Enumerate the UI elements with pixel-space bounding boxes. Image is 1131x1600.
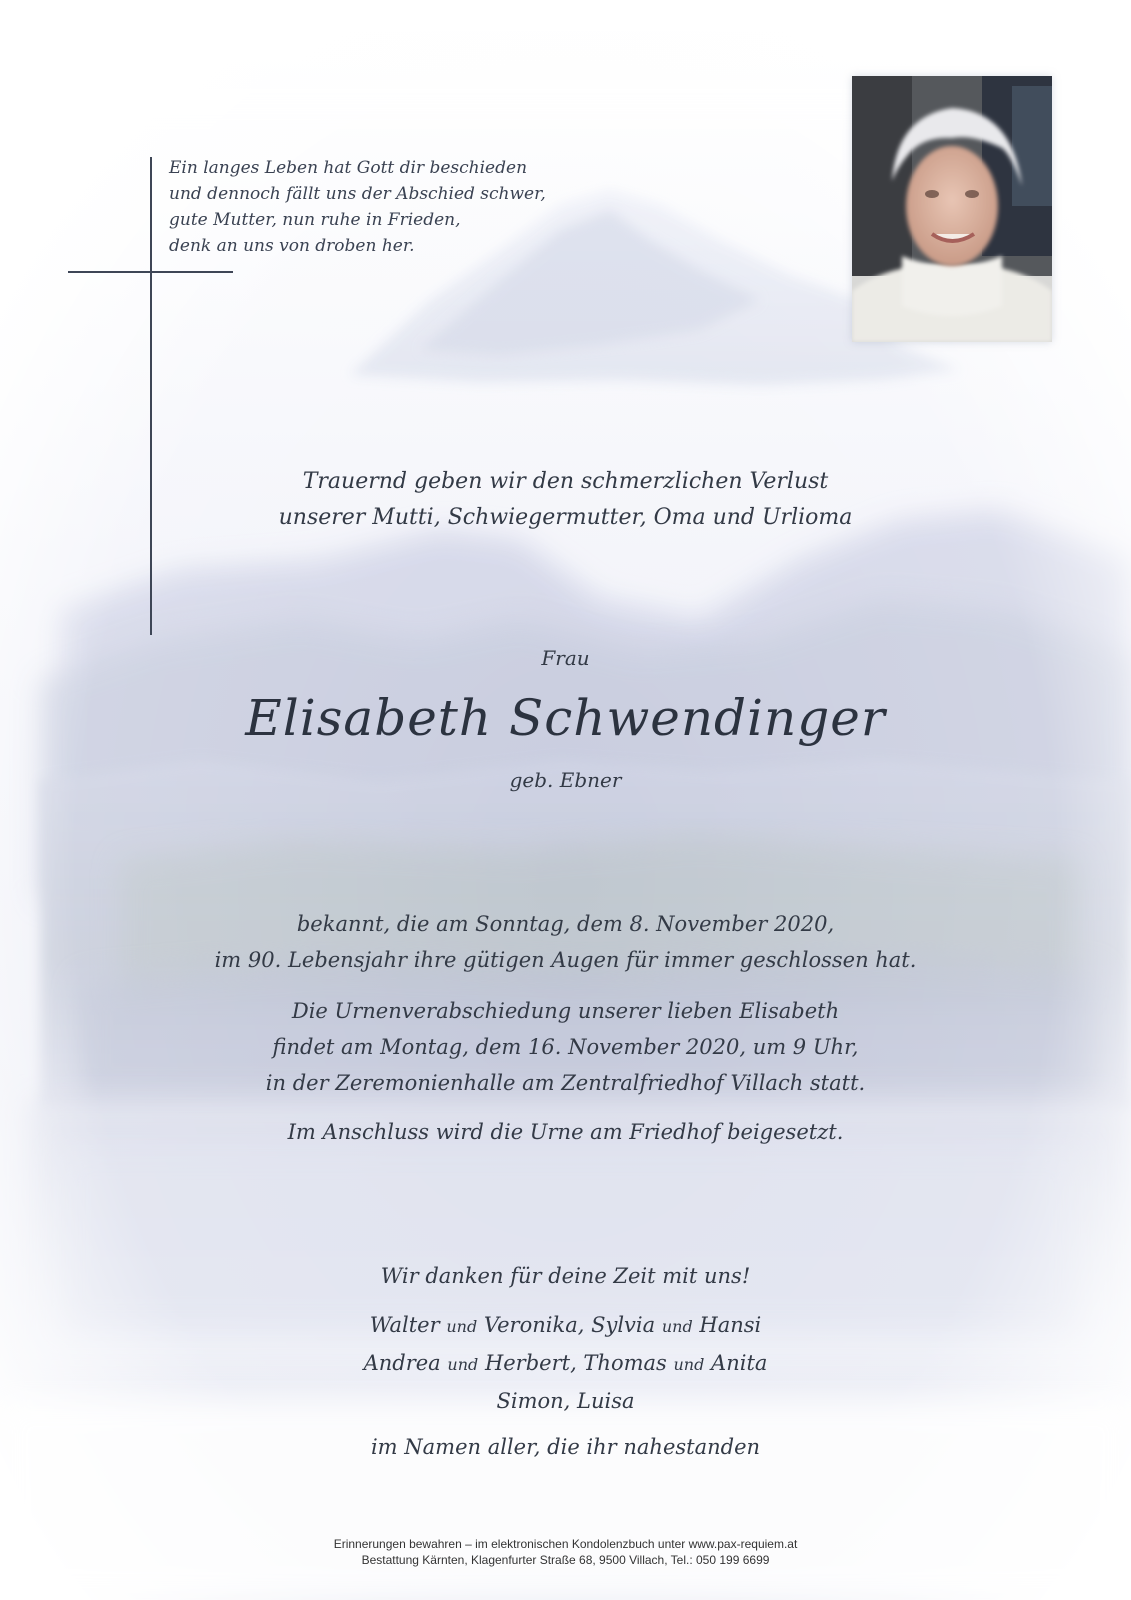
footer-line: Bestattung Kärnten, Klagenfurter Straße 68, 9500 Villach, Tel.: 050 199 6699: [361, 1553, 770, 1567]
cross-horizontal-bar: [68, 271, 233, 273]
family-name: Veronika, Sylvia: [483, 1313, 656, 1337]
family-name: Hansi: [699, 1313, 762, 1337]
verse-line: gute Mutter, nun ruhe in Frieden,: [169, 210, 461, 230]
verse-line: und dennoch fällt uns der Abschied schwer,: [169, 184, 546, 204]
verse-line: denk an uns von droben her.: [169, 236, 415, 256]
ceremony-details: [0, 993, 1131, 1101]
family-line: Simon, Luisa: [496, 1389, 635, 1413]
thanks-line: Wir danken für deine Zeit mit uns!: [380, 1264, 751, 1288]
cross-vertical-bar: [150, 157, 152, 635]
family-connector: und: [673, 1355, 705, 1374]
verse-line: Ein langes Leben hat Gott dir beschieden: [169, 158, 528, 178]
family-connector: und: [447, 1355, 479, 1374]
salutation: Frau: [541, 646, 590, 670]
death-line: im 90. Lebensjahr ihre gütigen Augen für immer geschlossen hat.: [214, 948, 917, 972]
death-line: bekannt, die am Sonntag, dem 8. November 2020,: [296, 912, 835, 936]
intro-line: unserer Mutti, Schwiegermutter, Oma und Urlioma: [278, 505, 853, 530]
intro-line: Trauernd geben wir den schmerzlichen Verlust: [302, 469, 829, 494]
family-line: [0, 1307, 1131, 1345]
family-connector: und: [446, 1317, 478, 1336]
memorial-verse: [169, 155, 589, 259]
portrait-photo: [852, 76, 1052, 342]
closing-line: im Namen aller, die ihr nahestanden: [370, 1435, 761, 1459]
footer: [0, 1536, 1131, 1568]
family-name: Anita: [711, 1351, 768, 1375]
family-name: Herbert, Thomas: [484, 1351, 667, 1375]
footer-line: Erinnerungen bewahren – im elektronischen Kondolenzbuch unter www.pax-requiem.at: [333, 1537, 798, 1551]
family-line: [0, 1345, 1131, 1383]
ceremony-line: Die Urnenverabschiedung unserer lieben Elisabeth: [291, 999, 840, 1023]
family-name: Andrea: [363, 1351, 441, 1375]
family-name: Walter: [369, 1313, 440, 1337]
family-names: [0, 1307, 1131, 1419]
burial-notice: Im Anschluss wird die Urne am Friedhof beigesetzt.: [287, 1120, 844, 1144]
portrait-image: [852, 76, 1052, 342]
deceased-name: Elisabeth Schwendinger: [245, 689, 886, 747]
death-notice: [0, 906, 1131, 978]
ceremony-line: findet am Montag, dem 16. November 2020, um 9 Uhr,: [272, 1035, 859, 1059]
ceremony-line: in der Zeremonienhalle am Zentralfriedhof Villach statt.: [265, 1071, 866, 1095]
family-connector: und: [661, 1317, 693, 1336]
announcement-intro: [0, 464, 1131, 536]
maiden-name: geb. Ebner: [509, 768, 622, 792]
